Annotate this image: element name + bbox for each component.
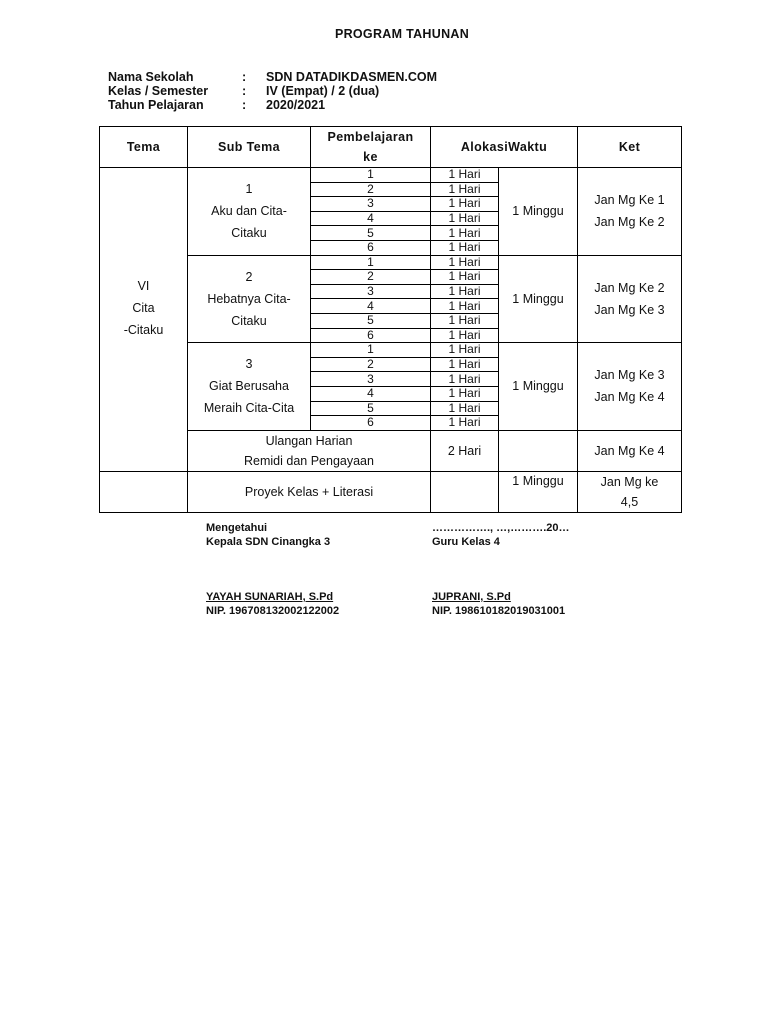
subtema-number: 3: [245, 357, 253, 372]
info-value: IV (Empat) / 2 (dua): [266, 84, 380, 98]
info-label: Tahun Pelajaran: [108, 98, 204, 112]
pembelajaran-number: 1: [311, 343, 431, 358]
subtema-cell: [188, 168, 311, 256]
ket-line2: Jan Mg Ke 4: [594, 390, 665, 405]
pembelajaran-number: 3: [311, 197, 431, 212]
teacher-name: JUPRANI, S.Pd: [432, 591, 511, 603]
document-title: PROGRAM TAHUNAN: [334, 27, 470, 41]
hari-value: 1 Hari: [431, 343, 499, 358]
info-row-school-name: [108, 70, 437, 84]
ket-line2: Jan Mg Ke 3: [594, 302, 665, 317]
hari-value: 1 Hari: [431, 284, 499, 299]
hari-value: 1 Hari: [431, 240, 499, 255]
ket-line1: Jan Mg Ke 1: [594, 193, 665, 208]
info-label: Nama Sekolah: [108, 70, 194, 84]
alokasi-minggu: 1 Minggu: [499, 255, 578, 343]
ulangan-line2: Remidi dan Pengayaan: [244, 453, 374, 468]
pembelajaran-number: 4: [311, 299, 431, 314]
subtema-name-line2: Citaku: [231, 313, 267, 328]
table-body: [100, 168, 682, 513]
hari-value: 1 Hari: [431, 401, 499, 416]
principal-name: YAYAH SUNARIAH, S.Pd: [206, 591, 334, 603]
hari-value: 1 Hari: [431, 416, 499, 431]
alokasi-minggu: 1 Minggu: [499, 343, 578, 431]
ket-cell: [578, 168, 682, 256]
info-colon: :: [242, 98, 247, 112]
header-subtema: Sub Tema: [188, 127, 311, 168]
hari-value: 1 Hari: [431, 168, 499, 183]
tema-cell: [100, 168, 188, 472]
pembelajaran-number: 3: [311, 284, 431, 299]
subtema-name-line1: Hebatnya Cita-: [207, 291, 291, 306]
table-row: [100, 168, 682, 183]
proyek-ket: [578, 471, 682, 512]
info-colon: :: [242, 84, 247, 98]
proyek-empty: [100, 471, 188, 512]
ulangan-ket: Jan Mg Ke 4: [578, 430, 682, 471]
teacher-title: Guru Kelas 4: [432, 536, 500, 548]
ket-cell: [578, 343, 682, 431]
info-label: Kelas / Semester: [108, 84, 209, 98]
teacher-nip: NIP. 198610182019031001: [432, 605, 566, 617]
pembelajaran-number: 2: [311, 270, 431, 285]
table-row: [100, 255, 682, 270]
ulangan-alokasi-empty: [499, 430, 578, 471]
hari-value: 1 Hari: [431, 313, 499, 328]
table-row: [100, 343, 682, 358]
hari-value: 1 Hari: [431, 197, 499, 212]
proyek-ket-line2: 4,5: [620, 494, 639, 509]
ket-line1: Jan Mg Ke 2: [594, 280, 665, 295]
hari-value: 1 Hari: [431, 357, 499, 372]
subtema-number: 1: [245, 182, 253, 197]
subtema-number: 2: [245, 269, 253, 284]
date-place-line: ……………., …,……….20…: [432, 522, 570, 534]
hari-value: 1 Hari: [431, 328, 499, 343]
pembelajaran-number: 5: [311, 226, 431, 241]
hari-value: 1 Hari: [431, 299, 499, 314]
pembelajaran-number: 5: [311, 401, 431, 416]
program-table: [99, 126, 682, 513]
pembelajaran-number: 1: [311, 168, 431, 183]
subtema-name-line2: Citaku: [231, 226, 267, 241]
subtema-name-line1: Giat Berusaha: [209, 379, 289, 394]
info-value: SDN DATADIKDASMEN.COM: [266, 70, 438, 84]
school-info: [108, 70, 437, 112]
hari-value: 1 Hari: [431, 211, 499, 226]
header-ket: Ket: [578, 127, 682, 168]
principal-nip: NIP. 196708132002122002: [206, 605, 340, 617]
ket-cell: [578, 255, 682, 343]
header-tema: Tema: [100, 127, 188, 168]
info-colon: :: [242, 70, 247, 84]
proyek-ket-line1: Jan Mg ke: [600, 474, 659, 489]
table-row-proyek: [100, 471, 682, 512]
info-value: 2020/2021: [266, 98, 326, 112]
hari-value: 1 Hari: [431, 255, 499, 270]
pembelajaran-number: 2: [311, 182, 431, 197]
subtema-cell: [188, 343, 311, 431]
subtema-cell: [188, 255, 311, 343]
tema-name-line2: -Citaku: [123, 323, 164, 338]
pembelajaran-number: 6: [311, 240, 431, 255]
pembelajaran-number: 2: [311, 357, 431, 372]
pembelajaran-number: 6: [311, 328, 431, 343]
pembelajaran-number: 4: [311, 211, 431, 226]
info-row-school-year: [108, 98, 437, 112]
signature-left: [206, 521, 339, 618]
table-row-ulangan: [100, 430, 682, 471]
tema-number: VI: [137, 279, 150, 294]
table-header-row: [100, 127, 682, 168]
principal-title: Kepala SDN Cinangka 3: [206, 536, 331, 548]
tema-name-line1: Cita: [132, 301, 155, 316]
mengetahui-label: Mengetahui: [206, 522, 268, 534]
pembelajaran-number: 5: [311, 313, 431, 328]
ket-line1: Jan Mg Ke 3: [594, 368, 665, 383]
proyek-empty: [431, 471, 499, 512]
proyek-label: Proyek Kelas + Literasi: [188, 471, 431, 512]
hari-value: 1 Hari: [431, 182, 499, 197]
hari-value: 1 Hari: [431, 226, 499, 241]
proyek-alokasi: 1 Minggu: [499, 471, 578, 512]
ket-line2: Jan Mg Ke 2: [594, 215, 665, 230]
ulangan-alokasi: 2 Hari: [431, 430, 499, 471]
info-row-class-semester: [108, 84, 437, 98]
pembelajaran-number: 4: [311, 386, 431, 401]
alokasi-minggu: 1 Minggu: [499, 168, 578, 256]
ulangan-line1: Ulangan Harian: [265, 433, 353, 448]
header-pembelajaran: Pembelajaran ke: [311, 127, 431, 168]
subtema-name-line1: Aku dan Cita-: [211, 204, 287, 219]
hari-value: 1 Hari: [431, 270, 499, 285]
pembelajaran-number: 1: [311, 255, 431, 270]
signature-right: [432, 521, 570, 618]
pembelajaran-number: 3: [311, 372, 431, 387]
ulangan-cell: [188, 430, 431, 471]
hari-value: 1 Hari: [431, 386, 499, 401]
subtema-name-line2: Meraih Cita-Cita: [203, 401, 295, 416]
header-alokasi-waktu: AlokasiWaktu: [431, 127, 578, 168]
pembelajaran-number: 6: [311, 416, 431, 431]
hari-value: 1 Hari: [431, 372, 499, 387]
